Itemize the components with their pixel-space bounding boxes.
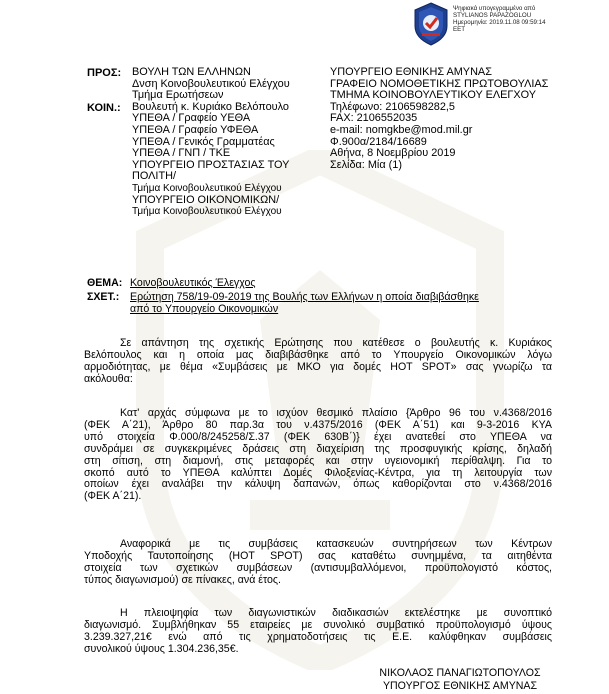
signature-date: Ημερομηνία: 2019.11.08 09:59:14 (453, 19, 546, 26)
sender-date: Αθήνα, 8 Νοεμβρίου 2019 (330, 147, 456, 160)
p3-line: στοιχεία των σχετικών συμβάσεων (αντισυμβαλλόμενοι, προϋπολογιστό κόστος, (84, 561, 552, 574)
sender-department: ΤΜΗΜΑ ΚΟΙΝΟΒΟΥΛΕΥΤΙΚΟΥ ΕΛΕΓΧΟΥ (330, 89, 537, 102)
signatory-title: ΥΠΟΥΡΓΟΣ ΕΘΝΙΚΗΣ ΑΜΥΝΑΣ (382, 680, 538, 692)
paragraph-3 (84, 539, 552, 587)
ministry-shield-logo (413, 2, 449, 46)
p2-line: σκοπό αυτό το ΥΠΕΘΑ καλύπτει Δομές Φιλοξενίας-Κέντρα, για τη λειτουργία των (84, 466, 552, 479)
p2-line: Κατ' αρχάς σύμφωνα με το ισχύον θεσμικό πλαίσιο {Άρθρο 96 του ν.4368/2016 (120, 407, 552, 419)
cc-line-1: Βουλευτή κ. Κυριάκο Βελόπουλο (132, 100, 289, 113)
sender-phone: Τηλέφωνο: 2106598282,5 (330, 100, 455, 113)
cc-line-7: ΠΟΛΙΤΗ/ (132, 170, 176, 183)
reference-value: Ερώτηση 758/19-09-2019 της Βουλής των Ελλήνων η οποία διαβιβάσθηκε (130, 291, 479, 303)
cc-label: ΚΟΙΝ.: (87, 102, 121, 114)
signature-signer: STYLIANOS PAPAZOGLOU (453, 12, 532, 19)
p3-line: Αναφορικά με τις συμβάσεις κατασκευών συντηρήσεων των Κέντρων (120, 538, 552, 550)
to-line-3: Τμήμα Ερωτήσεων (132, 89, 224, 102)
paragraph-4 (84, 608, 552, 656)
cc-line-2: ΥΠΕΘΑ / Γραφείο ΥΕΘΑ (132, 112, 251, 125)
p1-line: αρμοδιότητας, με θέμα «Συμβάσεις με ΜΚΟ για δομές HOT SPOT» σας γνωρίζω τα (84, 360, 552, 373)
sender-block (330, 67, 548, 171)
sender-email: e-mail: nomgkbe@mod.mil.gr (330, 123, 473, 136)
digital-signature (413, 2, 609, 46)
p3-line: τύπος διαγωνισμού) σε πίνακες, ανά έτος. (84, 573, 281, 586)
p2-line: οποίων έχει αναλάβει την κάλυψη δαπανών, όπως καθορίζονται στο ν.4368/2016 (84, 478, 552, 491)
sender-reference: Φ.900α/2184/16689 (330, 135, 427, 148)
p3-line: Υποδοχής Ταυτοποίησης (HOT SPOT) σας καταθέτω συνημμένα, τα αιτηθέντα (84, 549, 552, 562)
p4-line: διαγωνισμό. Συμβλήθηκαν 55 εταιρείες με συνολικό συμβατικό προϋπολογισμό ύψους (84, 618, 552, 631)
cc-line-5: ΥΠΕΘΑ / ΓΝΠ / ΤΚΕ (132, 147, 231, 160)
to-line-2: Δνση Κοινοβουλευτικού Ελέγχου (132, 77, 290, 90)
p2-line: συνδράμει σε συγκεκριμένες δράσεις στη διαχείριση της προσφυγικής κρίσης, δηλαδή (84, 442, 552, 455)
sender-ministry: ΥΠΟΥΡΓΕΙΟ ΕΘΝΙΚΗΣ ΑΜΥΝΑΣ (330, 66, 492, 78)
cc-line-10: Τμήμα Κοινοβουλευτικού Ελέγχου (132, 206, 282, 218)
cc-line-9: ΥΠΟΥΡΓΕΙΟ ΟΙΚΟΝΟΜΙΚΩΝ/ (132, 193, 280, 206)
recipients-block (132, 67, 290, 218)
signatory-name: ΝΙΚΟΛΑΟΣ ΠΑΝΑΓΙΩΤΟΠΟΥΛΟΣ (379, 667, 541, 679)
p4-line: Η πλειοψηφία των διαγωνιστικών διαδικασιών εκτελέστηκε με συνοπτικό (120, 607, 552, 619)
reference-label: ΣΧΕΤ.: (87, 291, 120, 303)
sender-fax: FAX: 2106552035 (330, 112, 418, 125)
signature-timezone: EET (453, 26, 466, 33)
to-line-1: ΒΟΥΛΗ ΤΩΝ ΕΛΛΗΝΩΝ (132, 66, 251, 78)
to-label: ΠΡΟΣ: (87, 67, 122, 79)
p1-line: ακόλουθα: (84, 372, 133, 385)
cc-line-3: ΥΠΕΘΑ / Γραφείο ΥΦΕΘΑ (132, 123, 259, 136)
paragraph-2 (84, 408, 552, 503)
p4-line: συνολικού ύψους 1.304.236,35€. (84, 642, 239, 655)
p2-line: στη σίτιση, στη διαμονή, στις μεταφορές και στην υγειονομική περίθαλψη. Για το (84, 454, 552, 467)
p1-line: Σε απάντηση της σχετικής Ερώτησης που κατέθεσε ο βουλευτής κ. Κυριάκος (120, 337, 552, 349)
cc-line-8: Τμήμα Κοινοβουλευτικού Ελέγχου (132, 182, 282, 194)
signature-line-1: Ψηφιακά υπογεγραμμένο από (453, 5, 536, 12)
subject-line (87, 277, 256, 289)
p2-line: (ΦΕΚ Α΄21). (84, 490, 142, 503)
subject-value: Κοινοβουλευτικός Έλεγχος (130, 277, 256, 289)
p2-line: υπό στοιχεία Φ.000/8/245258/Σ.37 (ΦΕΚ 630Β΄)} έχει ανατεθεί στο ΥΠΕΘΑ να (84, 430, 552, 443)
reference-line (87, 291, 479, 303)
reference-value-cont: από το Υπουργείο Οικονομικών (130, 303, 279, 315)
subject-label: ΘΕΜΑ: (87, 277, 123, 289)
paragraph-1 (84, 338, 552, 386)
cc-line-4: ΥΠΕΘΑ / Γενικός Γραμματέας (132, 135, 275, 148)
cc-line-6: ΥΠΟΥΡΓΕΙΟ ΠΡΟΣΤΑΣΙΑΣ ΤΟΥ (132, 158, 290, 171)
sender-office: ΓΡΑΦΕΙΟ ΝΟΜΟΘΕΤΙΚΗΣ ΠΡΩΤΟΒΟΥΛΙΑΣ (330, 77, 549, 90)
p2-line: (ΦΕΚ Α΄21), Άρθρο 80 παρ.3α του ν.4375/2016 (ΦΕΚ Α΄51) και 9-3-2016 ΚΥΑ (84, 418, 552, 431)
p1-line: Βελόπουλος και η οποία μας διαβιβάσθηκε από το Υπουργείο Οικονομικών λόγω (84, 348, 552, 361)
sender-page: Σελίδα: Μία (1) (330, 158, 402, 171)
p4-line: 3.239.327,21€ ενώ από τις χρηματοδοτήσεις τις Ε.Ε. καλύφθηκαν συμβάσεις (84, 630, 552, 643)
